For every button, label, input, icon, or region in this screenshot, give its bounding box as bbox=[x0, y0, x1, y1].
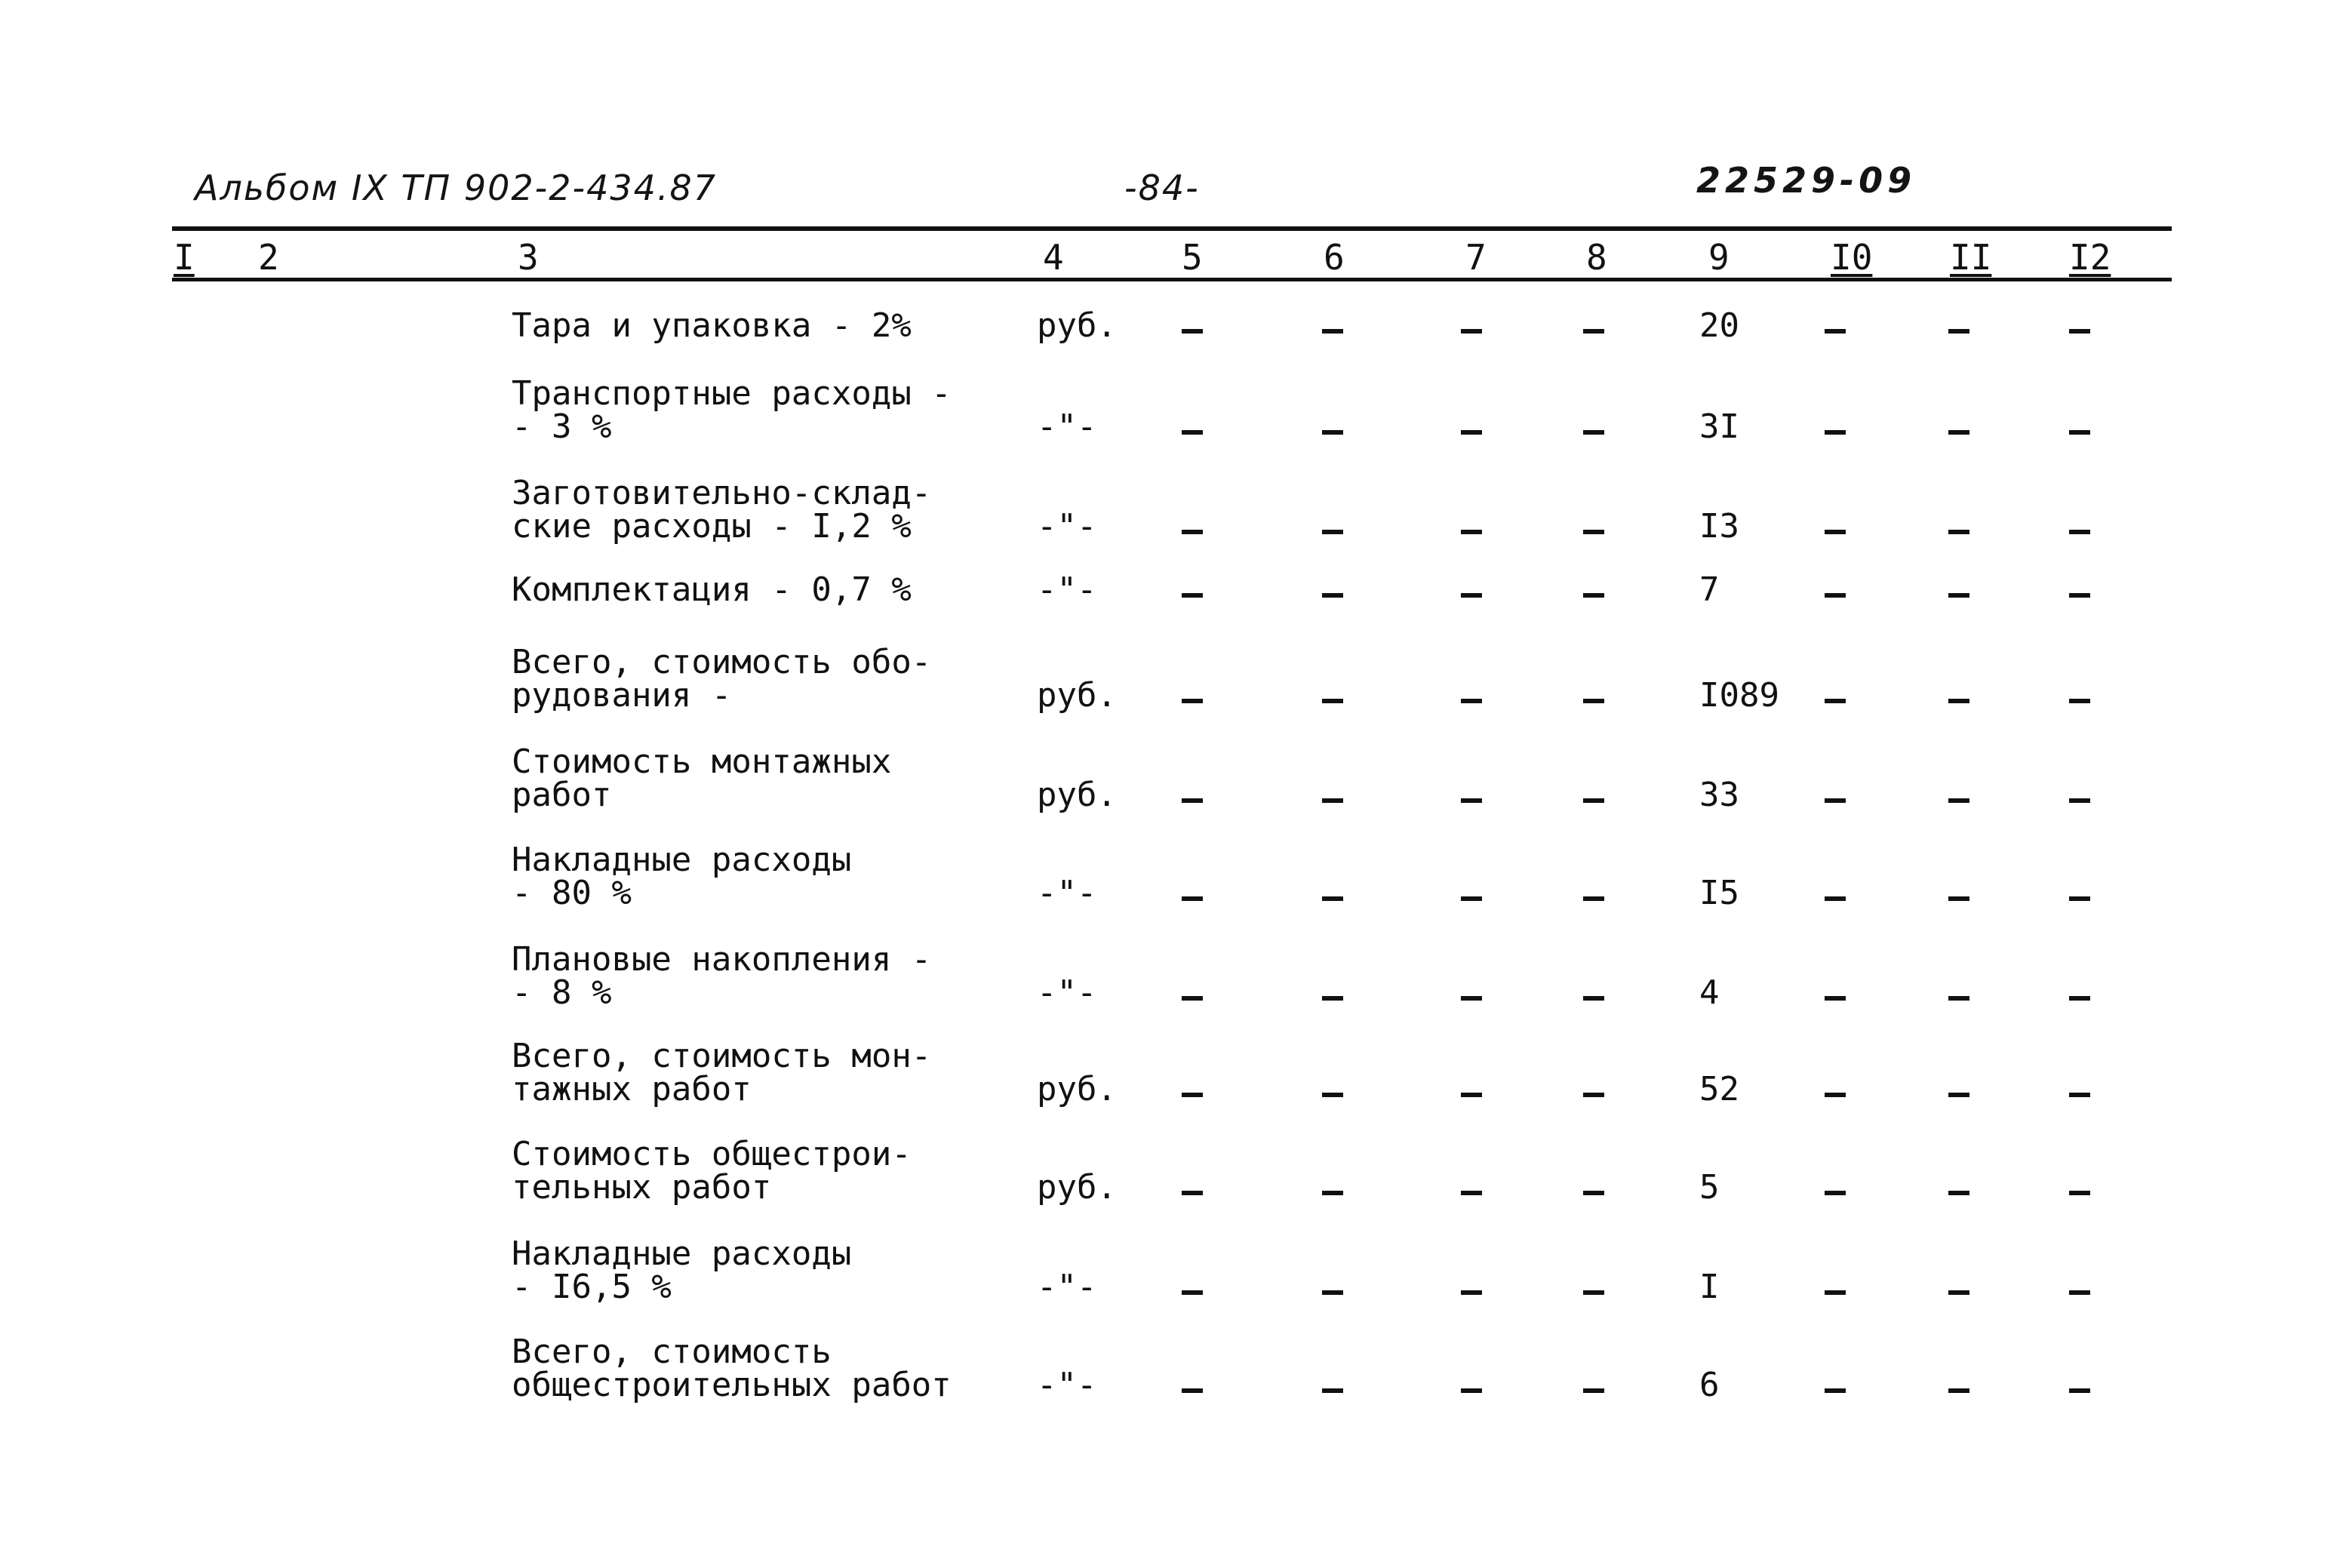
empty-cell-dash-c7 bbox=[1461, 1093, 1482, 1097]
row-unit: -"- bbox=[1037, 973, 1097, 1012]
empty-cell-dash-c5 bbox=[1182, 430, 1203, 435]
empty-cell-dash-c10 bbox=[1825, 896, 1846, 901]
row-cost-value: 33 bbox=[1699, 776, 1739, 814]
empty-cell-dash-c7 bbox=[1461, 798, 1482, 803]
row-cost-value: 5 bbox=[1699, 1168, 1720, 1207]
empty-cell-dash-c12 bbox=[2069, 530, 2090, 534]
empty-cell-dash-c7 bbox=[1461, 593, 1482, 598]
album-designation: Альбом IX ТП 902-2-434.87 bbox=[195, 168, 718, 208]
empty-cell-dash-c5 bbox=[1182, 798, 1203, 803]
empty-cell-dash-c6 bbox=[1322, 329, 1343, 334]
empty-cell-dash-c8 bbox=[1583, 530, 1604, 534]
empty-cell-dash-c6 bbox=[1322, 530, 1343, 534]
empty-cell-dash-c12 bbox=[2069, 1388, 2090, 1393]
empty-cell-dash-c5 bbox=[1182, 996, 1203, 1001]
column-number-3: 3 bbox=[518, 237, 539, 278]
column-number-9: 9 bbox=[1708, 237, 1730, 278]
empty-cell-dash-c7 bbox=[1461, 430, 1482, 435]
empty-cell-dash-c8 bbox=[1583, 896, 1604, 901]
empty-cell-dash-c12 bbox=[2069, 1093, 2090, 1097]
row-unit: -"- bbox=[1037, 570, 1097, 609]
empty-cell-dash-c10 bbox=[1825, 798, 1846, 803]
row-cost-value: 20 bbox=[1699, 306, 1739, 345]
empty-cell-dash-c6 bbox=[1322, 1290, 1343, 1295]
empty-cell-dash-c7 bbox=[1461, 530, 1482, 534]
row-unit: руб. bbox=[1037, 776, 1117, 814]
row-description: Транспортные расходы - - 3 % bbox=[512, 374, 952, 446]
empty-cell-dash-c6 bbox=[1322, 593, 1343, 598]
empty-cell-dash-c5 bbox=[1182, 1191, 1203, 1195]
empty-cell-dash-c10 bbox=[1825, 996, 1846, 1001]
empty-cell-dash-c8 bbox=[1583, 798, 1604, 803]
empty-cell-dash-c11 bbox=[1948, 329, 1969, 334]
empty-cell-dash-c8 bbox=[1583, 430, 1604, 435]
empty-cell-dash-c10 bbox=[1825, 699, 1846, 703]
empty-cell-dash-c12 bbox=[2069, 996, 2090, 1001]
row-description: Накладные расходы - 80 % bbox=[512, 841, 852, 912]
row-description: Всего, стоимость мон- тажных работ bbox=[512, 1037, 932, 1108]
empty-cell-dash-c10 bbox=[1825, 1290, 1846, 1295]
empty-cell-dash-c5 bbox=[1182, 1093, 1203, 1097]
empty-cell-dash-c5 bbox=[1182, 896, 1203, 901]
row-unit: руб. bbox=[1037, 1168, 1117, 1207]
empty-cell-dash-c6 bbox=[1322, 1191, 1343, 1195]
empty-cell-dash-c11 bbox=[1948, 593, 1969, 598]
empty-cell-dash-c8 bbox=[1583, 1290, 1604, 1295]
empty-cell-dash-c12 bbox=[2069, 1290, 2090, 1295]
empty-cell-dash-c6 bbox=[1322, 896, 1343, 901]
row-unit: -"- bbox=[1037, 1366, 1097, 1404]
row-description: Тара и упаковка - 2% bbox=[512, 306, 912, 345]
empty-cell-dash-c8 bbox=[1583, 1191, 1604, 1195]
empty-cell-dash-c8 bbox=[1583, 329, 1604, 334]
row-cost-value: 6 bbox=[1699, 1366, 1720, 1404]
column-number-1: I bbox=[174, 237, 195, 278]
empty-cell-dash-c6 bbox=[1322, 798, 1343, 803]
empty-cell-dash-c5 bbox=[1182, 1388, 1203, 1393]
empty-cell-dash-c5 bbox=[1182, 1290, 1203, 1295]
empty-cell-dash-c12 bbox=[2069, 593, 2090, 598]
table-top-rule bbox=[172, 226, 2172, 231]
empty-cell-dash-c10 bbox=[1825, 1388, 1846, 1393]
empty-cell-dash-c5 bbox=[1182, 593, 1203, 598]
row-cost-value: I089 bbox=[1699, 676, 1779, 715]
column-number-7: 7 bbox=[1465, 237, 1487, 278]
empty-cell-dash-c12 bbox=[2069, 699, 2090, 703]
row-cost-value: I5 bbox=[1699, 874, 1739, 912]
document-code: 22529-09 bbox=[1696, 160, 1917, 201]
row-unit: -"- bbox=[1037, 407, 1097, 446]
empty-cell-dash-c10 bbox=[1825, 1093, 1846, 1097]
empty-cell-dash-c12 bbox=[2069, 430, 2090, 435]
empty-cell-dash-c6 bbox=[1322, 1093, 1343, 1097]
empty-cell-dash-c7 bbox=[1461, 329, 1482, 334]
empty-cell-dash-c8 bbox=[1583, 1093, 1604, 1097]
empty-cell-dash-c11 bbox=[1948, 530, 1969, 534]
row-unit: -"- bbox=[1037, 507, 1097, 546]
row-cost-value: 3I bbox=[1699, 407, 1739, 446]
row-unit: -"- bbox=[1037, 874, 1097, 912]
empty-cell-dash-c6 bbox=[1322, 1388, 1343, 1393]
empty-cell-dash-c10 bbox=[1825, 430, 1846, 435]
empty-cell-dash-c8 bbox=[1583, 996, 1604, 1001]
row-description: Накладные расходы - I6,5 % bbox=[512, 1234, 852, 1306]
row-unit: руб. bbox=[1037, 676, 1117, 715]
empty-cell-dash-c5 bbox=[1182, 699, 1203, 703]
empty-cell-dash-c8 bbox=[1583, 593, 1604, 598]
row-unit: руб. bbox=[1037, 1070, 1117, 1108]
empty-cell-dash-c12 bbox=[2069, 1191, 2090, 1195]
column-number-8: 8 bbox=[1586, 237, 1607, 278]
empty-cell-dash-c6 bbox=[1322, 699, 1343, 703]
empty-cell-dash-c7 bbox=[1461, 1290, 1482, 1295]
row-cost-value: I bbox=[1699, 1268, 1720, 1306]
empty-cell-dash-c10 bbox=[1825, 1191, 1846, 1195]
empty-cell-dash-c10 bbox=[1825, 329, 1846, 334]
row-cost-value: 4 bbox=[1699, 973, 1720, 1012]
empty-cell-dash-c11 bbox=[1948, 1388, 1969, 1393]
empty-cell-dash-c11 bbox=[1948, 896, 1969, 901]
empty-cell-dash-c7 bbox=[1461, 699, 1482, 703]
row-description: Всего, стоимость общестроительных работ bbox=[512, 1333, 952, 1404]
row-cost-value: I3 bbox=[1699, 507, 1739, 546]
column-number-10: I0 bbox=[1831, 237, 1873, 278]
empty-cell-dash-c8 bbox=[1583, 699, 1604, 703]
empty-cell-dash-c11 bbox=[1948, 1191, 1969, 1195]
column-number-12: I2 bbox=[2069, 237, 2111, 278]
empty-cell-dash-c11 bbox=[1948, 1093, 1969, 1097]
column-number-5: 5 bbox=[1182, 237, 1203, 278]
empty-cell-dash-c10 bbox=[1825, 530, 1846, 534]
empty-cell-dash-c7 bbox=[1461, 896, 1482, 901]
row-description: Заготовительно-склад- ские расходы - I,2 % bbox=[512, 474, 932, 546]
empty-cell-dash-c7 bbox=[1461, 1191, 1482, 1195]
row-cost-value: 52 bbox=[1699, 1070, 1739, 1108]
column-number-6: 6 bbox=[1324, 237, 1345, 278]
row-description: Всего, стоимость обо- рудования - bbox=[512, 643, 932, 715]
column-number-2: 2 bbox=[258, 237, 279, 278]
row-description: Комплектация - 0,7 % bbox=[512, 570, 912, 609]
empty-cell-dash-c12 bbox=[2069, 329, 2090, 334]
row-description: Стоимость монтажных работ bbox=[512, 742, 892, 814]
empty-cell-dash-c12 bbox=[2069, 798, 2090, 803]
table-header-rule bbox=[172, 278, 2172, 281]
row-description: Плановые накопления - - 8 % bbox=[512, 940, 932, 1012]
row-unit: -"- bbox=[1037, 1268, 1097, 1306]
empty-cell-dash-c11 bbox=[1948, 699, 1969, 703]
empty-cell-dash-c6 bbox=[1322, 996, 1343, 1001]
row-unit: руб. bbox=[1037, 306, 1117, 345]
empty-cell-dash-c6 bbox=[1322, 430, 1343, 435]
empty-cell-dash-c12 bbox=[2069, 896, 2090, 901]
empty-cell-dash-c11 bbox=[1948, 798, 1969, 803]
page-number: -84- bbox=[1124, 168, 1200, 208]
empty-cell-dash-c7 bbox=[1461, 996, 1482, 1001]
empty-cell-dash-c8 bbox=[1583, 1388, 1604, 1393]
row-description: Стоимость общестрои- тельных работ bbox=[512, 1135, 912, 1207]
empty-cell-dash-c7 bbox=[1461, 1388, 1482, 1393]
empty-cell-dash-c11 bbox=[1948, 996, 1969, 1001]
empty-cell-dash-c11 bbox=[1948, 430, 1969, 435]
column-number-4: 4 bbox=[1043, 237, 1064, 278]
empty-cell-dash-c5 bbox=[1182, 530, 1203, 534]
empty-cell-dash-c11 bbox=[1948, 1290, 1969, 1295]
empty-cell-dash-c10 bbox=[1825, 593, 1846, 598]
column-number-11: II bbox=[1950, 237, 1992, 278]
row-cost-value: 7 bbox=[1699, 570, 1720, 609]
empty-cell-dash-c5 bbox=[1182, 329, 1203, 334]
